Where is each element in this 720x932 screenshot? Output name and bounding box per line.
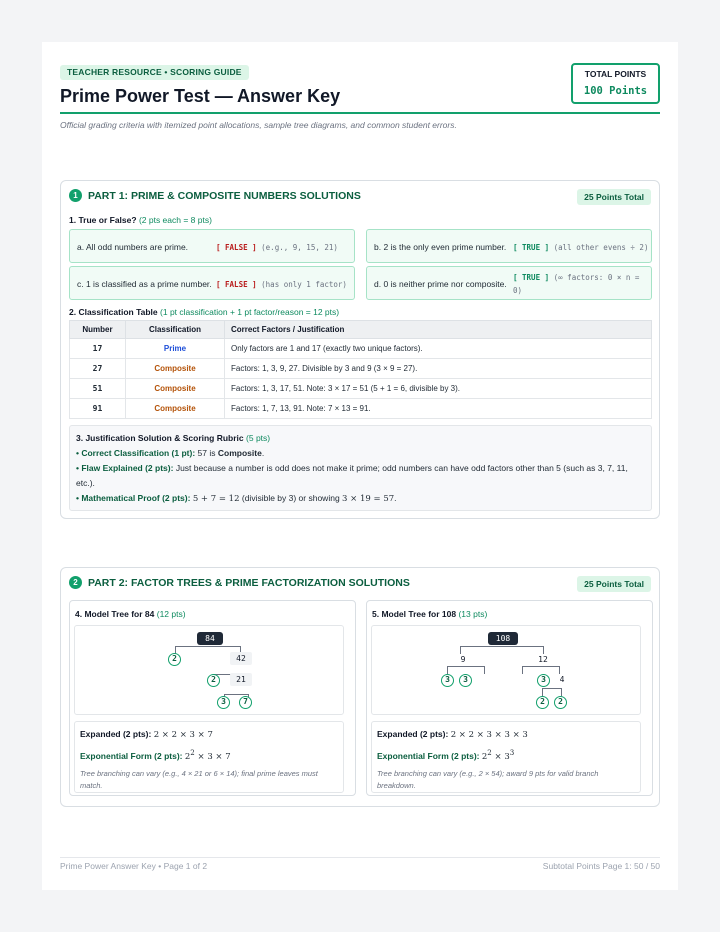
tree-84-panel <box>69 600 356 796</box>
part2-number-badge: 2 <box>69 576 82 589</box>
q5-label: 5. Model Tree for 108 <box>372 609 457 619</box>
tree-leaf-prime: 3 <box>441 674 454 687</box>
tree-leaf-prime: 2 <box>168 653 181 666</box>
total-points-box <box>571 63 660 104</box>
footer-divider <box>60 857 660 858</box>
cell-classification: Composite <box>126 359 225 379</box>
tf-item-d <box>366 266 652 300</box>
part2-points-badge: 25 Points Total <box>577 576 651 592</box>
cell-justification: Only factors are 1 and 17 (exactly two unique factors). <box>225 339 652 359</box>
title-divider <box>60 112 660 114</box>
cell-justification: Factors: 1, 7, 13, 91. Note: 7 × 13 = 91. <box>225 399 652 419</box>
q5-heading <box>372 609 487 619</box>
tf-answer-note: (all other evens ÷ 2) <box>553 242 649 252</box>
branch-line <box>460 646 544 654</box>
expanded-value: 2 × 2 × 3 × 3 × 3 <box>450 730 528 740</box>
tf-answer <box>513 271 649 297</box>
branch-line <box>542 688 562 696</box>
cell-number: 27 <box>70 359 126 379</box>
tree-node-composite: 21 <box>230 673 252 686</box>
col-header: Classification <box>126 321 225 339</box>
exp-power: 3 <box>509 748 515 757</box>
tree-leaf-prime: 2 <box>207 674 220 687</box>
q2-heading <box>69 307 339 317</box>
q3-points: (5 pts) <box>246 433 271 443</box>
exponential-form <box>377 744 635 766</box>
tf-statement: c. 1 is classified as a prime number. <box>77 279 212 289</box>
cell-classification: Prime <box>126 339 225 359</box>
cell-classification: Composite <box>126 399 225 419</box>
rubric-text-end: . <box>394 493 397 503</box>
tf-answer-note: (has only 1 factor) <box>261 279 347 289</box>
tf-answer-value: [ TRUE ] <box>513 273 550 282</box>
exponential-value <box>481 748 515 762</box>
table-row <box>70 359 652 379</box>
rubric-text-end: . <box>261 448 265 458</box>
col-header: Number <box>70 321 126 339</box>
rubric-item-flaw <box>76 461 645 491</box>
q3-heading <box>76 431 645 446</box>
tf-statement: b. 2 is the only even prime number. <box>374 242 507 252</box>
tree-leaf-prime: 3 <box>537 674 550 687</box>
tree-84-diagram <box>74 625 344 715</box>
tf-item-b <box>366 229 652 263</box>
tree-leaf-prime: 7 <box>239 696 252 709</box>
tree-node-root: 84 <box>197 632 223 645</box>
q2-points: (1 pt classification + 1 pt factor/reason = 12 pts) <box>160 307 340 317</box>
page-title: Prime Power Test — Answer Key <box>60 86 341 106</box>
table-row <box>70 399 652 419</box>
q4-points: (12 pts) <box>156 609 186 619</box>
exponential-label: Exponential Form (2 pts): <box>80 750 183 761</box>
tree-leaf-prime: 2 <box>554 696 567 709</box>
tf-item-c <box>69 266 355 300</box>
cell-number: 51 <box>70 379 126 399</box>
tree-node-composite: 42 <box>230 652 252 665</box>
tree-108-panel <box>366 600 653 796</box>
rubric-label: • Flaw Explained (2 pts): <box>76 463 174 473</box>
q4-heading <box>75 609 186 619</box>
tf-answer-note: (∞ factors: 0 × n = 0) <box>513 273 640 295</box>
q1-heading <box>69 215 212 225</box>
expanded-form <box>377 726 635 744</box>
part1-card <box>60 180 660 519</box>
rubric-label: • Correct Classification (1 pt): <box>76 448 196 458</box>
cell-classification: Composite <box>126 379 225 399</box>
tf-answer-note: (e.g., 9, 15, 21) <box>261 242 338 252</box>
exp-rest: × 3 × 7 <box>197 751 231 762</box>
part1-points-badge: 25 Points Total <box>577 189 651 205</box>
resource-tag: TEACHER RESOURCE • SCORING GUIDE <box>60 65 249 80</box>
expanded-value: 2 × 2 × 3 × 7 <box>153 730 213 740</box>
exponential-label: Exponential Form (2 pts): <box>377 750 480 761</box>
tf-answer-value: [ TRUE ] <box>513 242 550 252</box>
tf-statement: d. 0 is neither prime nor composite. <box>374 279 507 289</box>
tf-answer <box>513 234 649 260</box>
exp-mid: × 3 <box>494 751 510 762</box>
q1-points: (2 pts each = 8 pts) <box>138 215 212 225</box>
part2-header <box>69 576 410 589</box>
rubric-text: (divisible by 3) or showing <box>241 493 340 503</box>
tree-node-composite: 4 <box>559 675 565 684</box>
answer-key-page <box>42 42 678 890</box>
q1-label: 1. True or False? <box>69 215 137 225</box>
rubric-item-classification <box>76 446 645 461</box>
footer-left: Prime Power Answer Key • Page 1 of 2 <box>60 861 208 871</box>
rubric-item-proof <box>76 491 645 507</box>
page-subtitle: Official grading criteria with itemized point allocations, sample tree diagrams, and common student errors. <box>60 120 457 130</box>
expanded-label: Expanded (2 pts): <box>80 729 152 739</box>
cell-number: 91 <box>70 399 126 419</box>
table-header-row <box>70 321 652 339</box>
part2-card <box>60 567 660 807</box>
exp-power: 2 <box>487 748 492 757</box>
classification-table <box>69 320 652 419</box>
col-header: Correct Factors / Justification <box>225 321 652 339</box>
part1-header <box>69 189 361 202</box>
tree-note: Tree branching can vary (e.g., 4 × 21 or 6 × 14); final prime leaves must match. <box>80 768 318 790</box>
table-row <box>70 339 652 359</box>
cell-justification: Factors: 1, 3, 9, 27. Divisible by 3 and 9 (3 × 9 = 27). <box>225 359 652 379</box>
tf-answer <box>216 271 352 297</box>
branch-line <box>522 666 560 674</box>
total-points-value: 100 Points <box>583 85 648 97</box>
expanded-label: Expanded (2 pts): <box>377 729 449 739</box>
tree-node-root: 108 <box>488 632 518 645</box>
tf-answer-value: [ FALSE ] <box>216 242 257 252</box>
q5-points: (13 pts) <box>458 609 488 619</box>
exponential-value <box>184 748 231 762</box>
exponential-form <box>80 744 338 766</box>
rubric-answer: Composite <box>217 448 262 458</box>
q2-label: 2. Classification Table <box>69 307 158 317</box>
expanded-form <box>80 726 338 744</box>
part1-number-badge: 1 <box>69 189 82 202</box>
tree-note: Tree branching can vary (e.g., 2 × 54); award 9 pts for valid branch breakdown. <box>377 768 599 790</box>
exp-base: 2 <box>184 751 191 762</box>
tree-108-results <box>371 721 641 793</box>
rubric-text: 57 is <box>197 448 216 458</box>
q3-label: 3. Justification Solution & Scoring Rubric <box>76 433 244 443</box>
tree-node-composite: 9 <box>460 655 466 664</box>
q4-label: 4. Model Tree for 84 <box>75 609 155 619</box>
tree-node-composite: 12 <box>538 655 548 664</box>
exp-power: 2 <box>190 748 195 757</box>
tf-item-a <box>69 229 355 263</box>
cell-justification: Factors: 1, 3, 17, 51. Note: 3 × 17 = 51 (5 + 1 = 6, divisible by 3). <box>225 379 652 399</box>
tree-84-results <box>74 721 344 793</box>
tree-leaf-prime: 3 <box>217 696 230 709</box>
footer-right: Subtotal Points Page 1: 50 / 50 <box>542 861 660 871</box>
rubric-math: 3 × 19 = 57 <box>342 494 395 504</box>
part2-title: PART 2: FACTOR TREES & PRIME FACTORIZATION SOLUTIONS <box>88 576 410 589</box>
tree-leaf-prime: 2 <box>536 696 549 709</box>
tf-statement: a. All odd numbers are prime. <box>77 242 189 252</box>
table-row <box>70 379 652 399</box>
rubric-math: 5 + 7 = 12 <box>192 494 240 504</box>
tree-leaf-prime: 3 <box>459 674 472 687</box>
branch-line <box>447 666 485 674</box>
total-points-label: TOTAL POINTS <box>584 69 647 79</box>
q3-rubric-box <box>69 425 652 511</box>
exp-base: 2 <box>481 751 488 762</box>
part1-title: PART 1: PRIME & COMPOSITE NUMBERS SOLUTIONS <box>88 189 361 202</box>
tf-answer-value: [ FALSE ] <box>216 279 257 289</box>
rubric-text: Just because a number is odd does not make it prime; odd numbers can have odd factors other than 5 (such as 3, 7, 11, etc.). <box>76 463 628 488</box>
tf-answer <box>216 234 352 260</box>
tree-108-diagram <box>371 625 641 715</box>
rubric-label: • Mathematical Proof (2 pts): <box>76 493 191 503</box>
cell-number: 17 <box>70 339 126 359</box>
